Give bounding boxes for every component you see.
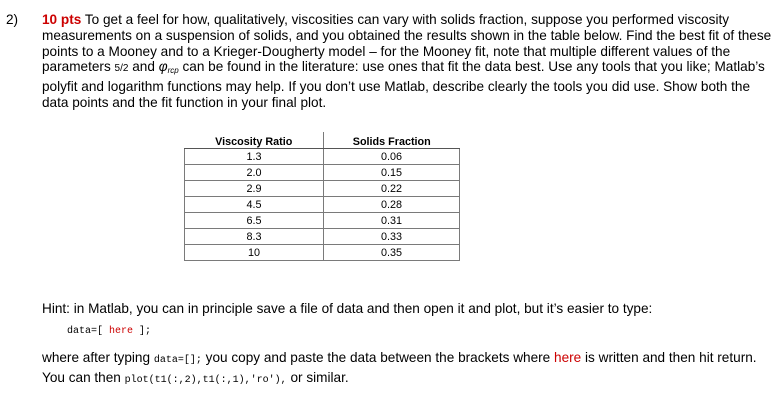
instruction-part-2: you copy and paste the data between the brackets where [205, 350, 551, 365]
table-row [185, 165, 460, 181]
solids-fraction-cell: 0.31 [324, 213, 460, 229]
solids-fraction-cell: 0.06 [324, 149, 460, 165]
table-row [185, 181, 460, 197]
inline-code-plot: plot(t1(:,2),t1(:,1),'ro'), [124, 375, 287, 386]
question-text-part-2: and [132, 59, 155, 75]
instruction-part-3: is written and then hit return. You can then [42, 350, 757, 385]
solids-fraction-cell: 0.15 [324, 165, 460, 181]
viscosity-ratio-cell: 8.3 [185, 229, 324, 245]
hint-text: Hint: in Matlab, you can in principle save a file of data and then open it and plot, but it’s easier to type: [42, 301, 653, 316]
viscosity-ratio-cell: 2.9 [185, 181, 324, 197]
solids-fraction-cell: 0.28 [324, 197, 460, 213]
phi-subscript: rcp [167, 66, 179, 76]
instruction-part-4: or similar. [290, 370, 349, 385]
table-row [185, 197, 460, 213]
question-number: 2) [6, 12, 19, 27]
viscosity-ratio-cell: 6.5 [185, 213, 324, 229]
code-here-placeholder: here [109, 326, 134, 337]
viscosity-ratio-cell: 10 [185, 245, 324, 261]
header-solids-fraction: Solids Fraction [324, 132, 460, 149]
viscosity-data-table [184, 132, 460, 261]
points-label: 10 pts [42, 12, 82, 27]
viscosity-ratio-cell: 4.5 [185, 197, 324, 213]
problem-statement [6, 12, 776, 111]
instruction-paragraph [42, 349, 777, 389]
viscosity-ratio-cell: 2.0 [185, 165, 324, 181]
table-header-row [185, 132, 460, 149]
phi-rcp-symbol [159, 59, 179, 74]
instruction-part-1: where after typing [42, 350, 151, 365]
solids-fraction-cell: 0.33 [324, 229, 460, 245]
here-emphasis: here [554, 350, 582, 365]
parameter-value: 5/2 [114, 63, 129, 75]
code-example [67, 326, 151, 337]
inline-code-data: data=[]; [153, 355, 202, 366]
table-row [185, 213, 460, 229]
question-text-part-3: can be found in the literature: use ones that fit the data best. Use any tools that you like; Matlab’s polyfit and logarithm functions may help. If you don’t use Matlab, describe clearly the tools you did use. Show both the data points and the fit function in your final plot. [42, 59, 765, 110]
code-suffix: ]; [133, 326, 152, 337]
header-viscosity-ratio: Viscosity Ratio [185, 132, 324, 149]
question-text-part-1: To get a feel for how, qualitatively, viscosities can vary with solids fraction, suppose you performed viscosity measurements on a suspension of solids, and you obtained the results shown in the table below. Find the best fit of these points to a Mooney and to a Krieger-Dougherty model – for the Mooney fit, note that multiple different values of the parameters [42, 12, 772, 75]
table-row [185, 245, 460, 261]
table-row [185, 229, 460, 245]
phi-symbol: φ [158, 59, 168, 75]
table-row [185, 149, 460, 165]
solids-fraction-cell: 0.22 [324, 181, 460, 197]
code-prefix: data=[ [67, 326, 110, 337]
question-text [42, 12, 776, 111]
solids-fraction-cell: 0.35 [324, 245, 460, 261]
viscosity-ratio-cell: 1.3 [185, 149, 324, 165]
